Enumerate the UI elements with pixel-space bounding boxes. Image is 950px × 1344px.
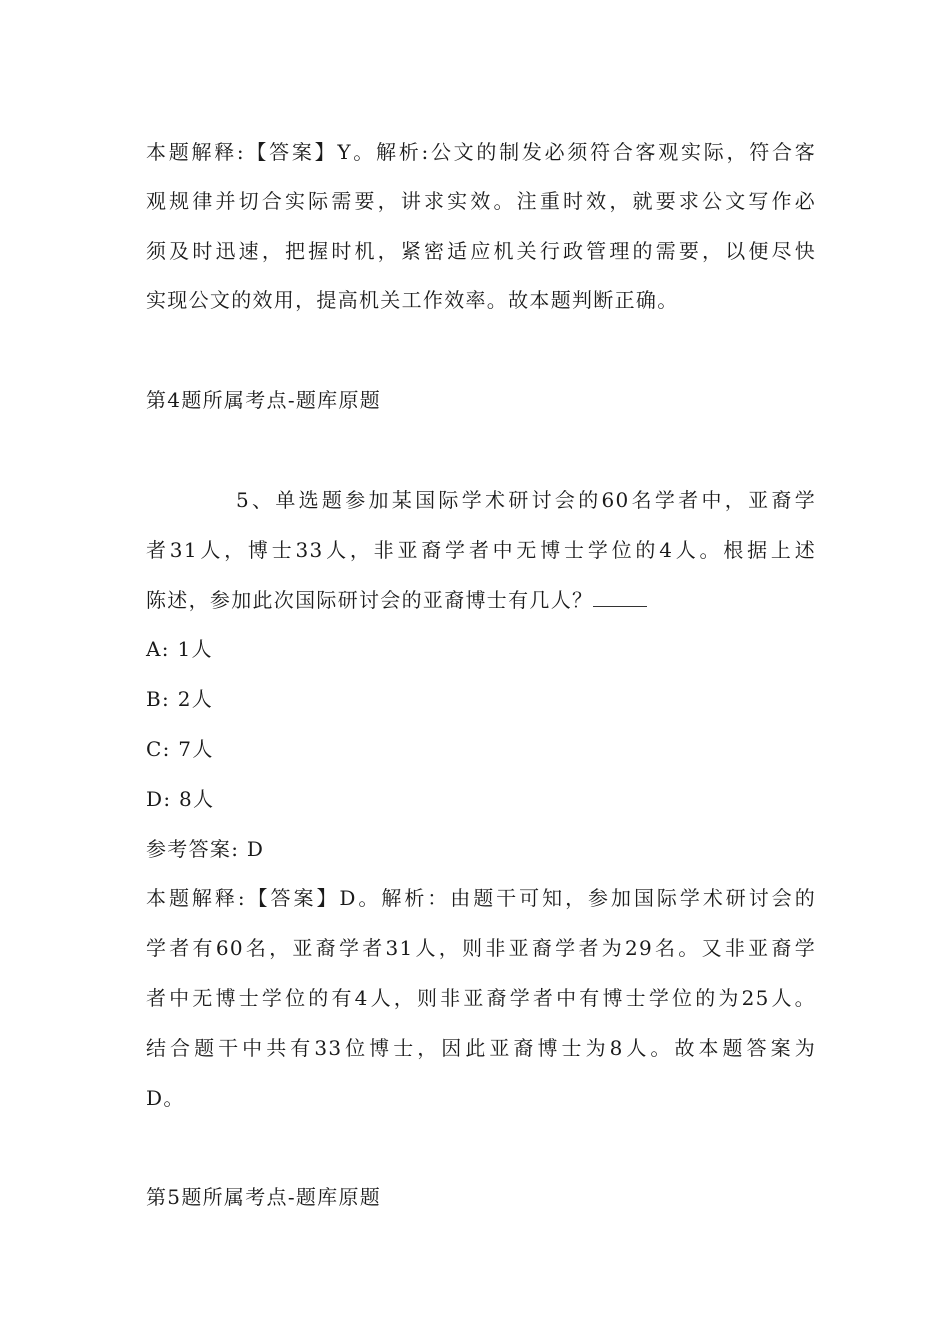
q5-question-line-3-text: 陈述，参加此次国际研讨会的亚裔博士有几人？ [146,588,594,612]
q4-explanation-line-3: 须及时迅速，把握时机，紧密适应机关行政管理的需要，以便尽快 [146,239,816,263]
q5-explanation-line-5: D。 [146,1086,185,1110]
q5-question-line-2: 者31人，博士33人，非亚裔学者中无博士学位的4人。根据上述 [146,538,816,562]
q5-question-line-3 [146,588,816,612]
q5-option-b: B: 2人 [146,687,214,711]
answer-blank [593,588,647,607]
q4-explanation-line-1: 本题解释:【答案】Y。解析:公文的制发必须符合客观实际，符合客 [146,140,816,164]
q5-question-line-1: 5、单选题参加某国际学术研讨会的60名学者中，亚裔学 [236,488,816,512]
q5-option-d: D: 8人 [146,787,215,811]
q5-explanation-line-1: 本题解释:【答案】D。解析：由题干可知，参加国际学术研讨会的 [146,886,816,910]
q5-explanation-line-4: 结合题干中共有33位博士，因此亚裔博士为8人。故本题答案为 [146,1036,816,1060]
q5-option-a: A: 1人 [146,637,213,661]
q5-explanation-line-3: 者中无博士学位的有4人，则非亚裔学者中有博士学位的为25人。 [146,986,816,1010]
q5-option-c: C: 7人 [146,737,214,761]
q4-explanation-line-2: 观规律并切合实际需要，讲求实效。注重时效，就要求公文写作必 [146,189,816,213]
q5-category: 第5题所属考点-题库原题 [146,1185,382,1209]
q4-category: 第4题所属考点-题库原题 [146,388,382,412]
q4-explanation-line-4: 实现公文的效用，提高机关工作效率。故本题判断正确。 [146,288,679,312]
q5-explanation-line-2: 学者有60名，亚裔学者31人，则非亚裔学者为29名。又非亚裔学 [146,936,816,960]
q5-answer: 参考答案: D [146,837,265,861]
